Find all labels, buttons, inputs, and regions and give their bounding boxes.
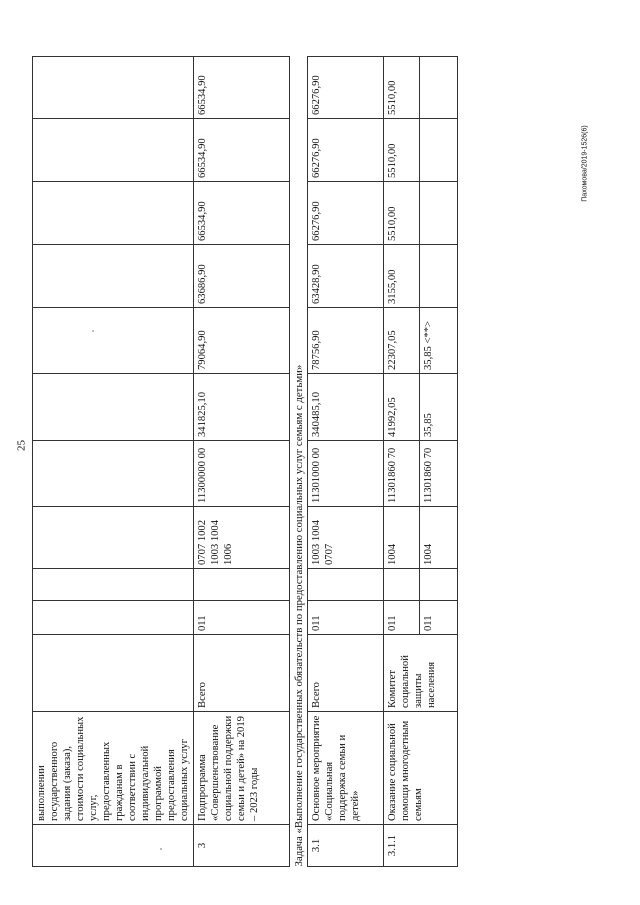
cell-2021: 66534,90	[194, 182, 290, 245]
cell-grbs: 011	[308, 601, 384, 635]
cell-rzpr: 1003 1004 0707	[308, 507, 384, 569]
cell-rzpr: 1004	[420, 507, 458, 569]
table-row	[384, 57, 420, 867]
cell-2021: 5510,00	[384, 182, 420, 245]
budget-table	[32, 56, 458, 867]
cell-2020: 63686,90	[194, 245, 290, 308]
cell-executor: Всего	[308, 635, 384, 712]
cell-rzpr: 1004	[384, 507, 420, 569]
cell-vr	[384, 569, 420, 601]
cell-vr	[194, 569, 290, 601]
cell-2021	[420, 182, 458, 245]
cell-total: 41992,05	[384, 374, 420, 441]
cell-2022: 66534,90	[194, 119, 290, 182]
cell-vr	[308, 569, 384, 601]
cell-name: выполнении государственного задания (заказа), стоимости социальных услуг, предоставленных гражданам в соответствии с индивидуальной программой предоставления социальных услуг	[33, 712, 194, 825]
cell-2021: 66276,90	[308, 182, 384, 245]
cell-grbs: 011	[194, 601, 290, 635]
cell-2020: 3155,00	[384, 245, 420, 308]
cell-name: Оказание социальной помощи многодетным семьям	[384, 712, 458, 825]
cell-2019: 35,85 <**>	[420, 308, 458, 374]
cell-rzpr: 0707 1002 1003 1004 1006	[194, 507, 290, 569]
budget-table-rotated	[32, 32, 512, 867]
task-heading: Задача «Выполнение государственных обязательств по предоставлению социальных услуг семьям с детьми»	[290, 57, 308, 867]
cell-2022: 5510,00	[384, 119, 420, 182]
cell-grbs: 011	[420, 601, 458, 635]
cell-csr: 11301860 70	[384, 441, 420, 507]
cell-num	[33, 825, 194, 867]
cell-2020	[420, 245, 458, 308]
cell-name: Подпрограмма «Совершенствование социальной поддержки семьи и детей» на 2019 – 2023 годы	[194, 712, 290, 825]
cell-2022	[420, 119, 458, 182]
cell-total: 340485,10	[308, 374, 384, 441]
cell-csr: 11301860 70	[420, 441, 458, 507]
cell-csr: 11300000 00	[194, 441, 290, 507]
page-number: 25	[15, 440, 28, 451]
cell-name: Основное мероприятие «Социальная поддержка семьи и детей»	[308, 712, 384, 825]
table-row	[194, 57, 290, 867]
cell-executor: Комитет социальной защиты населения	[384, 635, 458, 712]
document-code: Пахомова/2019-1526(6)	[581, 125, 589, 202]
cell-total: 341825,10	[194, 374, 290, 441]
cell-2023: 66276,90	[308, 57, 384, 119]
cell-num: 3.1.1	[384, 825, 458, 867]
cell-csr: 11301000 00	[308, 441, 384, 507]
table-row	[308, 57, 384, 867]
cell-2022: 66276,90	[308, 119, 384, 182]
cell-2019: 22307,05	[384, 308, 420, 374]
cell-executor: Всего	[194, 635, 290, 712]
cell-num: 3	[194, 825, 290, 867]
cell-2019: 79064,90	[194, 308, 290, 374]
cell-num: 3.1	[308, 825, 384, 867]
cell-2023	[420, 57, 458, 119]
cell-2019: 78756,90	[308, 308, 384, 374]
cell-grbs: 011	[384, 601, 420, 635]
cell-2023: 66534,90	[194, 57, 290, 119]
cell-2023: 5510,00	[384, 57, 420, 119]
cell-total: 35,85	[420, 374, 458, 441]
cell-vr	[420, 569, 458, 601]
table-row	[33, 57, 194, 867]
task-row	[290, 57, 308, 867]
cell-2020: 63428,90	[308, 245, 384, 308]
